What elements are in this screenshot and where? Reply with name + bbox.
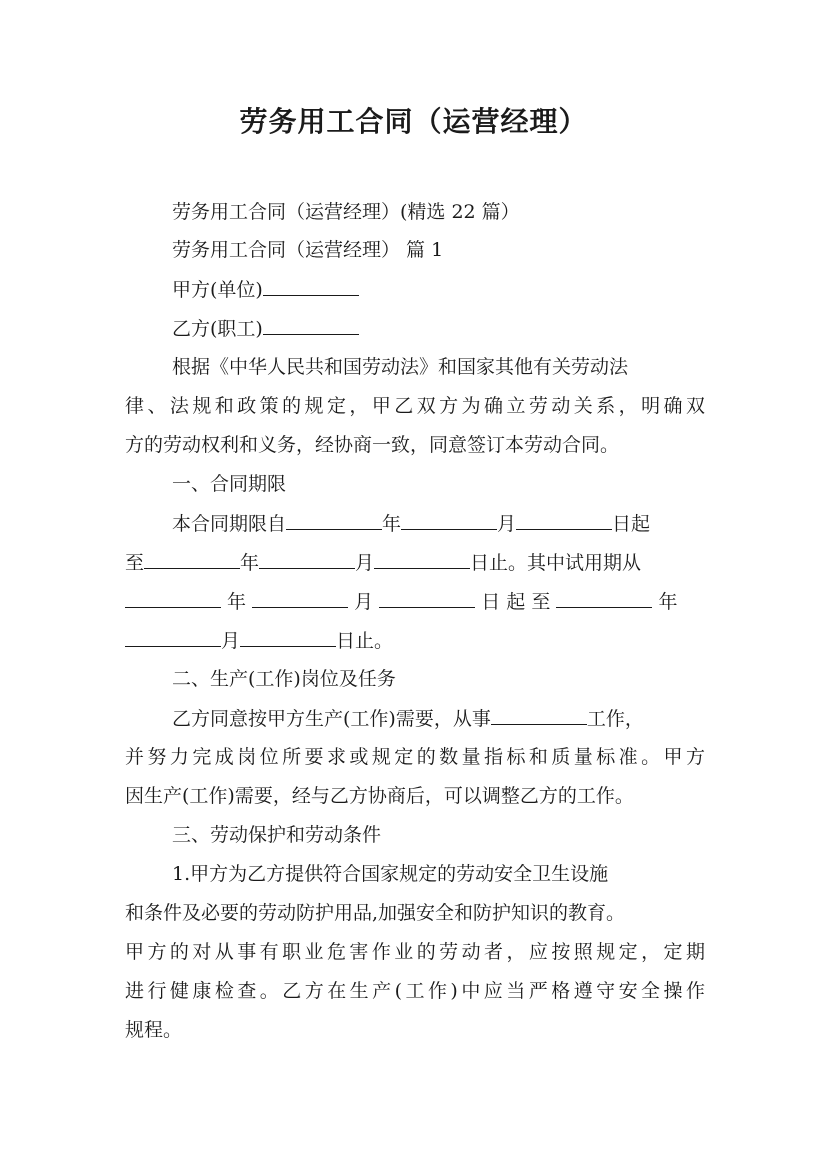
paragraph-line: 律、法规和政策的规定，甲乙双方为确立劳动关系，明确双: [125, 395, 705, 417]
term-prefix: 本合同期限自: [172, 513, 287, 535]
term-line-4: [125, 628, 393, 653]
year-blank: [556, 589, 652, 608]
day-start-text: 日起: [612, 513, 651, 535]
day-blank: [379, 589, 475, 608]
year-text: 年: [382, 513, 402, 535]
month-blank: [240, 628, 336, 647]
year-text: 年: [227, 591, 247, 613]
day-start-to-text: 日 起 至: [481, 591, 551, 613]
paragraph-line: 根据《中华人民共和国劳动法》和国家其他有关劳动法: [172, 356, 629, 378]
day-end-text: 日止。: [336, 630, 394, 652]
paragraph-line: [172, 706, 644, 731]
subtitle-line: 劳务用工合同（运营经理）(精选 22 篇）: [172, 201, 520, 223]
paragraph-line: 规程。: [125, 1019, 183, 1041]
job-blank: [491, 706, 587, 725]
month-blank: [401, 511, 497, 530]
paragraph-line: 因生产(工作)需要，经与乙方协商后，可以调整乙方的工作。: [125, 785, 634, 807]
month-blank: [259, 550, 355, 569]
section-heading: 二、生产(工作)岗位及任务: [172, 668, 396, 690]
paragraph-line: 1.甲方为乙方提供符合国家规定的劳动安全卫生设施: [172, 863, 609, 885]
term-line-1: [172, 511, 650, 536]
paragraph-line: 进行健康检查。乙方在生产(工作)中应当严格遵守安全操作: [125, 980, 705, 1002]
party-a-label: 甲方(单位): [172, 279, 263, 301]
party-b-line: [172, 316, 359, 341]
party-a-blank: [263, 277, 359, 296]
paragraph-text: 工作，: [586, 708, 644, 730]
party-a-line: [172, 277, 359, 302]
month-blank: [252, 589, 348, 608]
year-text: 年: [658, 591, 678, 613]
term-line-2: [125, 550, 641, 575]
month-text: 月: [354, 591, 374, 613]
paragraph-text: 乙方同意按甲方生产(工作)需要，从事: [172, 708, 491, 730]
document-title: 劳务用工合同（运营经理）: [239, 105, 588, 138]
month-text: 月: [497, 513, 517, 535]
year-blank: [125, 589, 221, 608]
section-heading: 一、合同期限: [172, 473, 287, 495]
party-b-blank: [263, 316, 359, 335]
section-heading-line: 劳务用工合同（运营经理） 篇 1: [172, 239, 444, 261]
paragraph-line: 并努力完成岗位所要求或规定的数量指标和质量标准。甲方: [125, 746, 705, 768]
paragraph-line: 甲方的对从事有职业危害作业的劳动者，应按照规定，定期: [125, 941, 705, 963]
year-text: 年: [240, 552, 260, 574]
paragraph-line: 和条件及必要的劳动防护用品,加强安全和防护知识的教育。: [125, 902, 626, 924]
day-blank: [516, 511, 612, 530]
month-text: 月: [355, 552, 375, 574]
day-blank: [374, 550, 470, 569]
year-blank: [125, 628, 221, 647]
to-text: 至: [125, 552, 145, 574]
year-blank: [144, 550, 240, 569]
term-line-3: [125, 589, 677, 614]
month-text: 月: [221, 630, 241, 652]
year-blank: [286, 511, 382, 530]
paragraph-line: 方的劳动权利和义务，经协商一致，同意签订本劳动合同。: [125, 434, 620, 456]
party-b-label: 乙方(职工): [172, 318, 263, 340]
trial-text: 日止。其中试用期从: [470, 552, 642, 574]
section-heading: 三、劳动保护和劳动条件: [172, 824, 382, 846]
